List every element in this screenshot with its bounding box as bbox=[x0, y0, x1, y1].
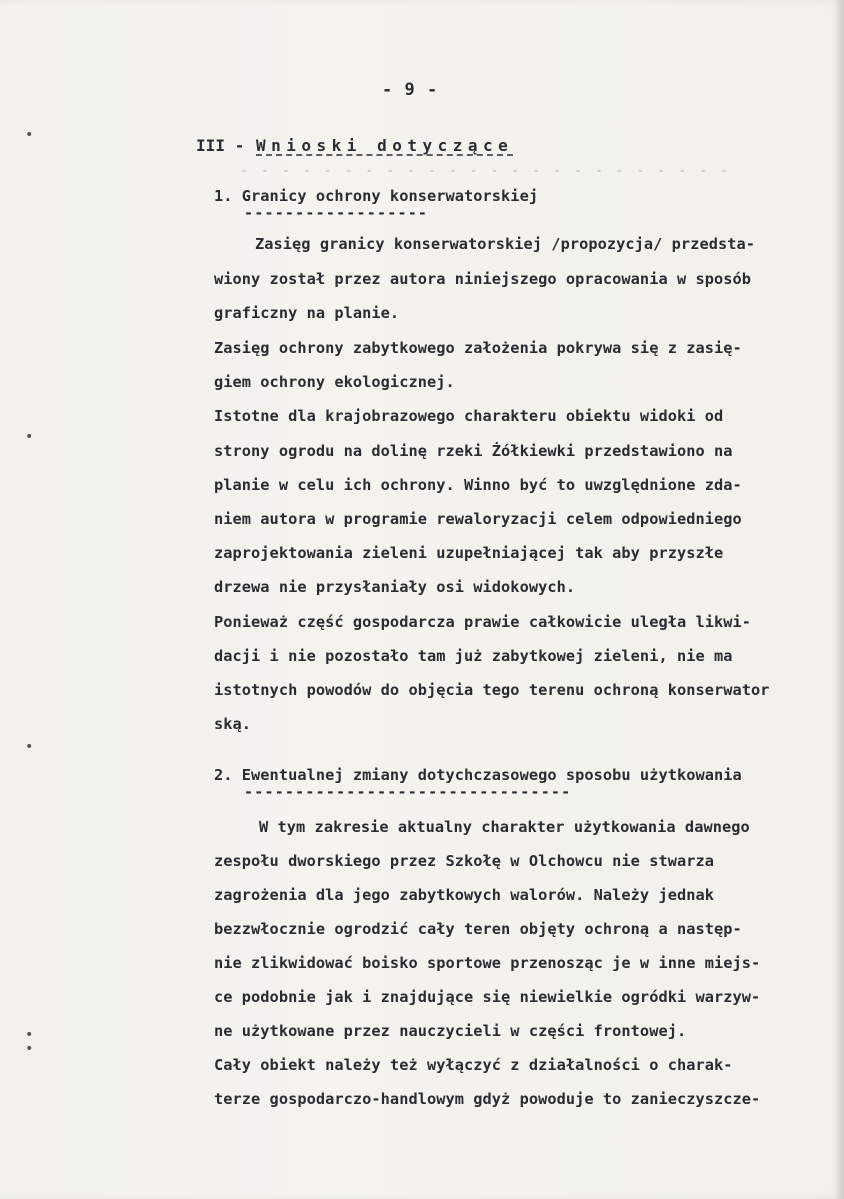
section2-title: 2. Ewentualnej zmiany dotychczasowego sposobu użytkowania bbox=[214, 766, 742, 784]
heading-title: Wnioski dotyczące bbox=[256, 136, 514, 155]
page-number: - 9 - bbox=[382, 80, 439, 100]
section2-line: zagrożenia dla jego zabytkowych walorów. Należy jednak bbox=[214, 886, 715, 904]
section1-line: drzewa nie przysłaniały osi widokowych. bbox=[214, 578, 576, 596]
section1-line: strony ogrodu na dolinę rzeki Żółkiewki przedstawiono na bbox=[214, 442, 733, 460]
section1-line: Istotne dla krajobrazowego charakteru obiektu widoki od bbox=[214, 407, 724, 425]
punch-mark: • bbox=[25, 1041, 34, 1057]
punch-mark: • bbox=[25, 739, 34, 755]
section1-line: giem ochrony ekologicznej. bbox=[214, 373, 455, 391]
section1-line: dacji i nie pozostało tam już zabytkowej zieleni, nie ma bbox=[214, 647, 733, 665]
section1-line: planie w celu ich ochrony. Winno być to uwzględnione zda- bbox=[214, 476, 742, 494]
section1-line: graficzny na planie. bbox=[214, 304, 400, 322]
section1-line: Zasięg ochrony zabytkowego założenia pokrywa się z zasię- bbox=[214, 339, 742, 357]
section1-title: 1. Granicy ochrony konserwatorskiej bbox=[214, 187, 539, 205]
section2-line: ne użytkowane przez nauczycieli w części frontowej. bbox=[214, 1022, 687, 1040]
ghost-print-line: - - - - - - - - - - - - - - - - - - - - - - - - bbox=[240, 163, 731, 179]
punch-mark: • bbox=[25, 429, 34, 445]
section1-line: wiony został przez autora niniejszego opracowania w sposób bbox=[214, 270, 752, 288]
section2-line: bezzwłocznie ogrodzić cały teren objęty ochroną a następ- bbox=[214, 920, 742, 938]
section1-line: istotnych powodów do objęcia tego terenu ochroną konserwator bbox=[214, 681, 770, 699]
section2-underline: -------------------------------- bbox=[244, 783, 572, 801]
page-edge-shadow bbox=[834, 0, 844, 1199]
section2-line: ce podobnie jak i znajdujące się niewielkie ogródki warzyw- bbox=[214, 988, 761, 1006]
punch-mark: • bbox=[25, 127, 34, 143]
section1-line: niem autora w programie rewaloryzacji celem odpowiedniego bbox=[214, 510, 742, 528]
section1-line: zaprojektowania zieleni uzupełniającej tak aby przyszłe bbox=[214, 544, 724, 562]
section2-line: zespołu dworskiego przez Szkołę w Olchowcu nie stwarza bbox=[214, 852, 715, 870]
punch-mark: • bbox=[25, 1027, 34, 1043]
section2-line: nie zlikwidować boisko sportowe przenosząc je w inne miejs- bbox=[214, 954, 761, 972]
section1-underline: ------------------ bbox=[244, 204, 429, 222]
section2-line: terze gospodarczo-handlowym gdyż powoduje to zanieczyszcze- bbox=[214, 1090, 761, 1108]
section2-line: W tym zakresie aktualny charakter użytkowania dawnego bbox=[259, 818, 750, 836]
section1-line: Zasięg granicy konserwatorskiej /propozycja/ przedsta- bbox=[255, 235, 756, 253]
heading-roman: III - bbox=[196, 136, 245, 155]
section2-line: Cały obiekt należy też wyłączyć z działalności o charak- bbox=[214, 1056, 733, 1074]
section1-line: ską. bbox=[214, 715, 252, 733]
section1-line: Ponieważ część gospodarcza prawie całkowicie uległa likwi- bbox=[214, 613, 752, 631]
